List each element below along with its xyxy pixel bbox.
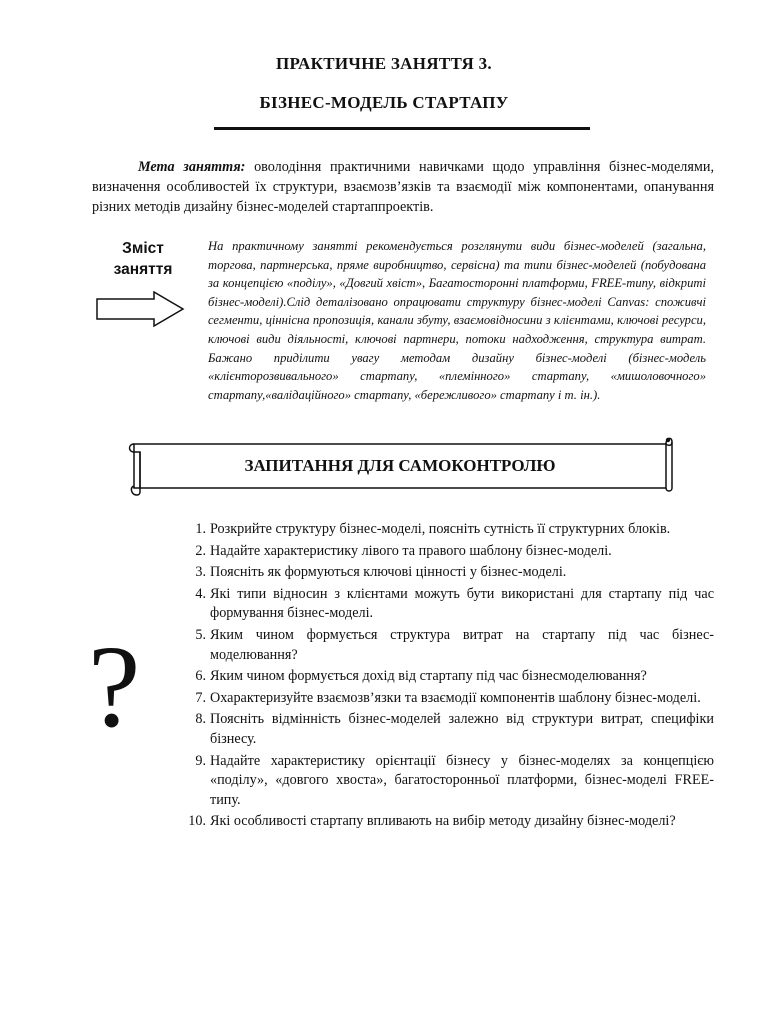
practical-lesson-title: ПРАКТИЧНЕ ЗАНЯТТЯ 3. xyxy=(276,54,492,73)
question-number: 9. xyxy=(195,752,206,769)
list-item xyxy=(180,563,714,583)
question-number: 7. xyxy=(195,689,206,706)
question-text: Поясніть відмінність бізнес-моделей залежно від структури витрат, специфіки бізнесу. xyxy=(210,711,714,747)
question-number: 6. xyxy=(195,668,206,685)
lesson-goal-label: Мета заняття: xyxy=(138,159,246,175)
question-mark-icon: ? xyxy=(88,621,141,752)
list-item xyxy=(180,520,714,540)
lesson-content-label-line1: Зміст xyxy=(122,240,164,257)
question-text: Розкрийте структуру бізнес-моделі, поясніть сутність її структурних блоків. xyxy=(210,521,671,537)
question-number: 5. xyxy=(195,626,206,643)
list-item xyxy=(180,812,714,832)
lesson-content-label xyxy=(96,238,190,280)
question-text: Яким чином формується структура витрат на стартапу під час бізнес-моделювання? xyxy=(210,626,714,663)
questions-list xyxy=(180,520,714,834)
lesson-content-text: На практичному занятті рекомендується розглянути види бізнес-моделей (загальна, торгова, партнерська, пряме виробництво, сервісна) та типи бізнес-моделей (побудована за концепцією «поділу», «Довгий хвіст», Багатосторонні платформи, FREE-типу, відкриті бізнес-моделі).Слід деталізовано опрацювати структуру бізнес-моделі Canvas: споживчі сегменти, ціннісна пропозиція, канали збуту, взаємовідносини з клієнтами, ключові ресурси, ключові види діяльності, ключові партнери, потоки надходження, структура витрат. Бажано приділити увагу методам дизайну бізнес-моделі (бізнес-модель «клієнторозвивального» стартапу, «племінного» стартапу, «мишоловочного» стартапу,«валідаційного» стартапу, «бережливого» стартапу і т. ін.). xyxy=(208,239,706,402)
question-text: Надайте характеристику лівого та правого шаблону бізнес-моделі. xyxy=(210,542,612,559)
list-item xyxy=(180,752,714,811)
question-number: 3. xyxy=(195,564,206,581)
question-text: Поясніть як формуються ключові цінності у бізнес-моделі. xyxy=(210,564,567,581)
business-model-subtitle: БІЗНЕС-МОДЕЛЬ СТАРТАПУ xyxy=(259,93,509,112)
list-item xyxy=(180,710,714,749)
list-item xyxy=(180,667,714,687)
self-control-questions-heading: ЗАПИТАННЯ ДЛЯ САМОКОНТРОЛЮ xyxy=(244,456,556,475)
question-number: 4. xyxy=(195,585,206,602)
question-number: 1. xyxy=(195,521,206,537)
question-text: Яким чином формується дохід від стартапу під час бізнесмоделювання? xyxy=(210,668,647,685)
question-text: Які особливості стартапу впливають на вибір методу дизайну бізнес-моделі? xyxy=(210,813,676,830)
question-number: 8. xyxy=(195,711,206,728)
title-underline xyxy=(214,127,590,130)
list-item xyxy=(180,689,714,709)
lesson-goal-paragraph xyxy=(92,157,714,217)
right-arrow-icon xyxy=(96,291,186,327)
question-text: Охарактеризуйте взаємозв’язки та взаємодії компонентів шаблону бізнес-моделі. xyxy=(210,689,701,706)
lesson-goal-text: оволодіння практичними навичками щодо управління бізнес-моделями, визначення особливостей їх структури, взаємозв’язків та взаємодії між компонентами, опанування різних методів дизайну бізнес-моделей стартаппроектів. xyxy=(92,159,714,215)
question-number: 10. xyxy=(188,813,206,830)
list-item xyxy=(180,542,714,562)
question-number: 2. xyxy=(195,542,206,559)
question-text: Надайте характеристику орієнтації бізнесу у бізнес-моделях за концепцією «поділу», «довгого хвоста», багатосторонньої платформи, бізнес-моделі FREE-типу. xyxy=(210,752,714,808)
lesson-content-label-line2: заняття xyxy=(113,261,173,278)
list-item xyxy=(180,585,714,624)
question-text: Які типи відносин з клієнтами можуть бути використані для стартапу під час формування бізнес-моделі. xyxy=(210,585,714,622)
list-item xyxy=(180,626,714,665)
